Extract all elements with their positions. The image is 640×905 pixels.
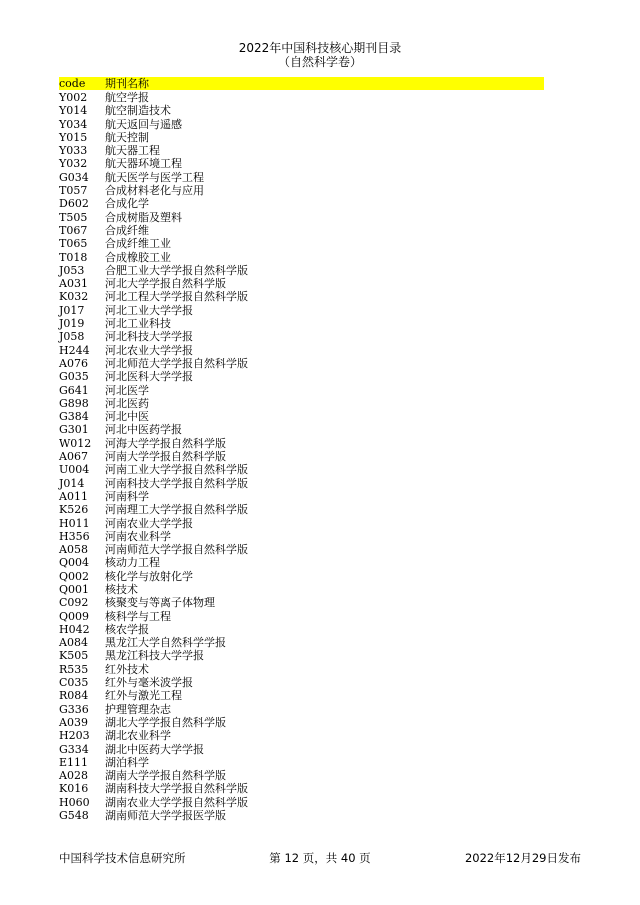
table-row bbox=[59, 144, 544, 157]
journal-code: K526 bbox=[59, 503, 89, 517]
journal-code: Y015 bbox=[59, 130, 88, 144]
journal-code: Y002 bbox=[59, 91, 88, 104]
table-row bbox=[59, 384, 544, 397]
journal-name: 合肥工业大学学报自然科学版 bbox=[105, 263, 248, 277]
journal-code: J014 bbox=[59, 476, 85, 490]
table-row bbox=[59, 477, 544, 490]
table-row bbox=[59, 397, 544, 410]
table-row bbox=[59, 543, 544, 556]
table-row bbox=[59, 410, 544, 423]
table-row bbox=[59, 490, 544, 503]
journal-code: Y032 bbox=[59, 157, 88, 171]
journal-name: 核技术 bbox=[105, 582, 138, 596]
table-row bbox=[59, 756, 544, 769]
journal-code: G548 bbox=[59, 809, 89, 823]
journal-code: H203 bbox=[59, 729, 90, 743]
journal-code: A039 bbox=[59, 715, 88, 729]
journal-name: 红外技术 bbox=[105, 662, 149, 676]
journal-name: 湖北大学学报自然科学版 bbox=[105, 715, 226, 729]
table-row bbox=[59, 118, 544, 131]
header-code: code bbox=[59, 77, 86, 90]
journal-code: G035 bbox=[59, 370, 89, 384]
journal-name: 合成材料老化与应用 bbox=[105, 184, 204, 198]
journal-code: Y014 bbox=[59, 104, 88, 118]
journal-name: 河北师范大学学报自然科学版 bbox=[105, 356, 248, 370]
journal-code: T067 bbox=[59, 223, 88, 237]
table-header bbox=[59, 77, 544, 90]
journal-name: 核农学报 bbox=[105, 622, 149, 636]
table-row bbox=[59, 290, 544, 303]
table-row bbox=[59, 556, 544, 569]
table-row bbox=[59, 530, 544, 543]
journal-code: G898 bbox=[59, 396, 89, 410]
table-row bbox=[59, 211, 544, 224]
table-row bbox=[59, 264, 544, 277]
journal-code: A067 bbox=[59, 450, 88, 464]
table-row bbox=[59, 796, 544, 809]
table-row bbox=[59, 157, 544, 170]
table-row bbox=[59, 729, 544, 742]
page-title: 2022年中国科技核心期刊目录 bbox=[238, 41, 402, 55]
table-row bbox=[59, 769, 544, 782]
table-row bbox=[59, 809, 544, 822]
table-row bbox=[59, 676, 544, 689]
journal-code: A031 bbox=[59, 277, 88, 291]
journal-code: T057 bbox=[59, 184, 88, 198]
journal-code: H356 bbox=[59, 529, 90, 543]
journal-name: 黑龙江大学自然科学学报 bbox=[105, 636, 226, 650]
journal-name: 航天器环境工程 bbox=[105, 157, 182, 171]
footer-page-number: 第 12 页，共 40 页 bbox=[269, 851, 371, 865]
table-row bbox=[59, 304, 544, 317]
journal-code: G641 bbox=[59, 383, 89, 397]
table-row bbox=[59, 610, 544, 623]
journal-code: H060 bbox=[59, 795, 90, 809]
journal-code: R535 bbox=[59, 662, 89, 676]
table-row bbox=[59, 503, 544, 516]
journal-name: 河南农业科学 bbox=[105, 529, 171, 543]
journal-name: 合成橡胶工业 bbox=[105, 250, 171, 264]
journal-name: 河南科学 bbox=[105, 489, 149, 503]
journal-name: 河北医药 bbox=[105, 396, 149, 410]
journal-name: 航天医学与医学工程 bbox=[105, 170, 204, 184]
journal-name: 河北农业大学学报 bbox=[105, 343, 193, 357]
table-row bbox=[59, 224, 544, 237]
journal-code: D602 bbox=[59, 197, 89, 211]
journal-name: 合成树脂及塑料 bbox=[105, 210, 182, 224]
journal-name: 河海大学学报自然科学版 bbox=[105, 436, 226, 450]
journal-name: 合成化学 bbox=[105, 197, 149, 211]
journal-name: 河北工程大学学报自然科学版 bbox=[105, 290, 248, 304]
journal-name: 河北大学学报自然科学版 bbox=[105, 277, 226, 291]
journal-name: 河南工业大学学报自然科学版 bbox=[105, 463, 248, 477]
table-row bbox=[59, 583, 544, 596]
journal-name: 核聚变与等离子体物理 bbox=[105, 596, 215, 610]
journal-name: 核化学与放射化学 bbox=[105, 569, 193, 583]
table-row bbox=[59, 251, 544, 264]
journal-name: 合成纤维工业 bbox=[105, 237, 171, 251]
table-row bbox=[59, 317, 544, 330]
journal-code: G334 bbox=[59, 742, 89, 756]
journal-name: 合成纤维 bbox=[105, 223, 149, 237]
table-row bbox=[59, 636, 544, 649]
journal-code: K505 bbox=[59, 649, 89, 663]
journal-code: T065 bbox=[59, 237, 88, 251]
table-row bbox=[59, 184, 544, 197]
journal-name: 湖南农业大学学报自然科学版 bbox=[105, 795, 248, 809]
journal-name: 航天控制 bbox=[105, 130, 149, 144]
journal-name: 河北医科大学学报 bbox=[105, 370, 193, 384]
header-name: 期刊名称 bbox=[105, 77, 149, 90]
journal-code: A011 bbox=[59, 489, 88, 503]
journal-code: T505 bbox=[59, 210, 88, 224]
journal-code: Q002 bbox=[59, 569, 90, 583]
journal-name: 红外与毫米波学报 bbox=[105, 676, 193, 690]
table-row bbox=[59, 716, 544, 729]
table-row bbox=[59, 517, 544, 530]
table-row bbox=[59, 596, 544, 609]
journal-code: H244 bbox=[59, 343, 90, 357]
table-row bbox=[59, 663, 544, 676]
journal-name: 河南理工大学学报自然科学版 bbox=[105, 503, 248, 517]
table-row bbox=[59, 623, 544, 636]
table-row bbox=[59, 463, 544, 476]
journal-name: 湖南大学学报自然科学版 bbox=[105, 769, 226, 783]
journal-code: E111 bbox=[59, 755, 89, 769]
table-row bbox=[59, 570, 544, 583]
journal-name: 护理管理杂志 bbox=[105, 702, 171, 716]
journal-code: H042 bbox=[59, 622, 90, 636]
table-row bbox=[59, 423, 544, 436]
journal-name: 湖泊科学 bbox=[105, 755, 149, 769]
journal-code: A058 bbox=[59, 543, 88, 557]
journal-code: H011 bbox=[59, 516, 90, 530]
table-row bbox=[59, 743, 544, 756]
journal-code: J053 bbox=[59, 263, 85, 277]
journal-name: 红外与激光工程 bbox=[105, 689, 182, 703]
journal-name: 湖南科技大学学报自然科学版 bbox=[105, 782, 248, 796]
journal-name: 河南大学学报自然科学版 bbox=[105, 450, 226, 464]
journal-name: 河北医学 bbox=[105, 383, 149, 397]
journal-code: G301 bbox=[59, 423, 89, 437]
journal-name: 黑龙江科技大学学报 bbox=[105, 649, 204, 663]
journal-name: 河北中医药学报 bbox=[105, 423, 182, 437]
journal-code: Q009 bbox=[59, 609, 90, 623]
journal-name: 河南科技大学学报自然科学版 bbox=[105, 476, 248, 490]
journal-name: 核动力工程 bbox=[105, 556, 160, 570]
journal-code: T018 bbox=[59, 250, 88, 264]
table-row bbox=[59, 91, 544, 104]
footer-date: 2022年12月29日发布 bbox=[464, 851, 581, 865]
journal-list bbox=[59, 91, 544, 822]
journal-code: Q004 bbox=[59, 556, 90, 570]
journal-name: 湖北农业科学 bbox=[105, 729, 171, 743]
journal-code: G336 bbox=[59, 702, 89, 716]
table-row bbox=[59, 357, 544, 370]
journal-name: 航天返回与遥感 bbox=[105, 117, 182, 131]
page-subtitle: （自然科学卷） bbox=[277, 55, 362, 69]
table-row bbox=[59, 437, 544, 450]
journal-code: A028 bbox=[59, 769, 88, 783]
journal-code: J017 bbox=[59, 303, 85, 317]
table-row bbox=[59, 649, 544, 662]
journal-code: G384 bbox=[59, 410, 89, 424]
journal-code: J058 bbox=[59, 330, 85, 344]
journal-name: 核科学与工程 bbox=[105, 609, 171, 623]
journal-name: 河北中医 bbox=[105, 410, 149, 424]
journal-code: Y034 bbox=[59, 117, 88, 131]
journal-name: 河北科技大学学报 bbox=[105, 330, 193, 344]
journal-name: 河北工业科技 bbox=[105, 317, 171, 331]
journal-code: K032 bbox=[59, 290, 89, 304]
table-row bbox=[59, 131, 544, 144]
journal-code: J019 bbox=[59, 317, 85, 331]
journal-name: 河南农业大学学报 bbox=[105, 516, 193, 530]
footer-org: 中国科学技术信息研究所 bbox=[59, 851, 186, 865]
journal-code: W012 bbox=[59, 436, 92, 450]
journal-name: 湖北中医药大学学报 bbox=[105, 742, 204, 756]
journal-code: A076 bbox=[59, 356, 88, 370]
journal-name: 湖南师范大学学报医学版 bbox=[105, 809, 226, 823]
journal-name: 航空制造技术 bbox=[105, 104, 171, 118]
table-row bbox=[59, 197, 544, 210]
journal-code: C092 bbox=[59, 596, 89, 610]
journal-code: C035 bbox=[59, 676, 89, 690]
journal-code: Q001 bbox=[59, 582, 90, 596]
journal-code: Y033 bbox=[59, 144, 88, 158]
table-row bbox=[59, 171, 544, 184]
table-row bbox=[59, 277, 544, 290]
table-row bbox=[59, 344, 544, 357]
journal-name: 航天器工程 bbox=[105, 144, 160, 158]
table-row bbox=[59, 237, 544, 250]
journal-name: 航空学报 bbox=[105, 91, 149, 104]
journal-code: A084 bbox=[59, 636, 88, 650]
table-row bbox=[59, 703, 544, 716]
table-row bbox=[59, 104, 544, 117]
table-row bbox=[59, 330, 544, 343]
journal-code: R084 bbox=[59, 689, 89, 703]
journal-code: U004 bbox=[59, 463, 90, 477]
journal-name: 河北工业大学学报 bbox=[105, 303, 193, 317]
journal-name: 河南师范大学学报自然科学版 bbox=[105, 543, 248, 557]
table-row bbox=[59, 782, 544, 795]
table-row bbox=[59, 689, 544, 702]
journal-code: G034 bbox=[59, 170, 89, 184]
table-row bbox=[59, 450, 544, 463]
journal-code: K016 bbox=[59, 782, 89, 796]
table-row bbox=[59, 370, 544, 383]
